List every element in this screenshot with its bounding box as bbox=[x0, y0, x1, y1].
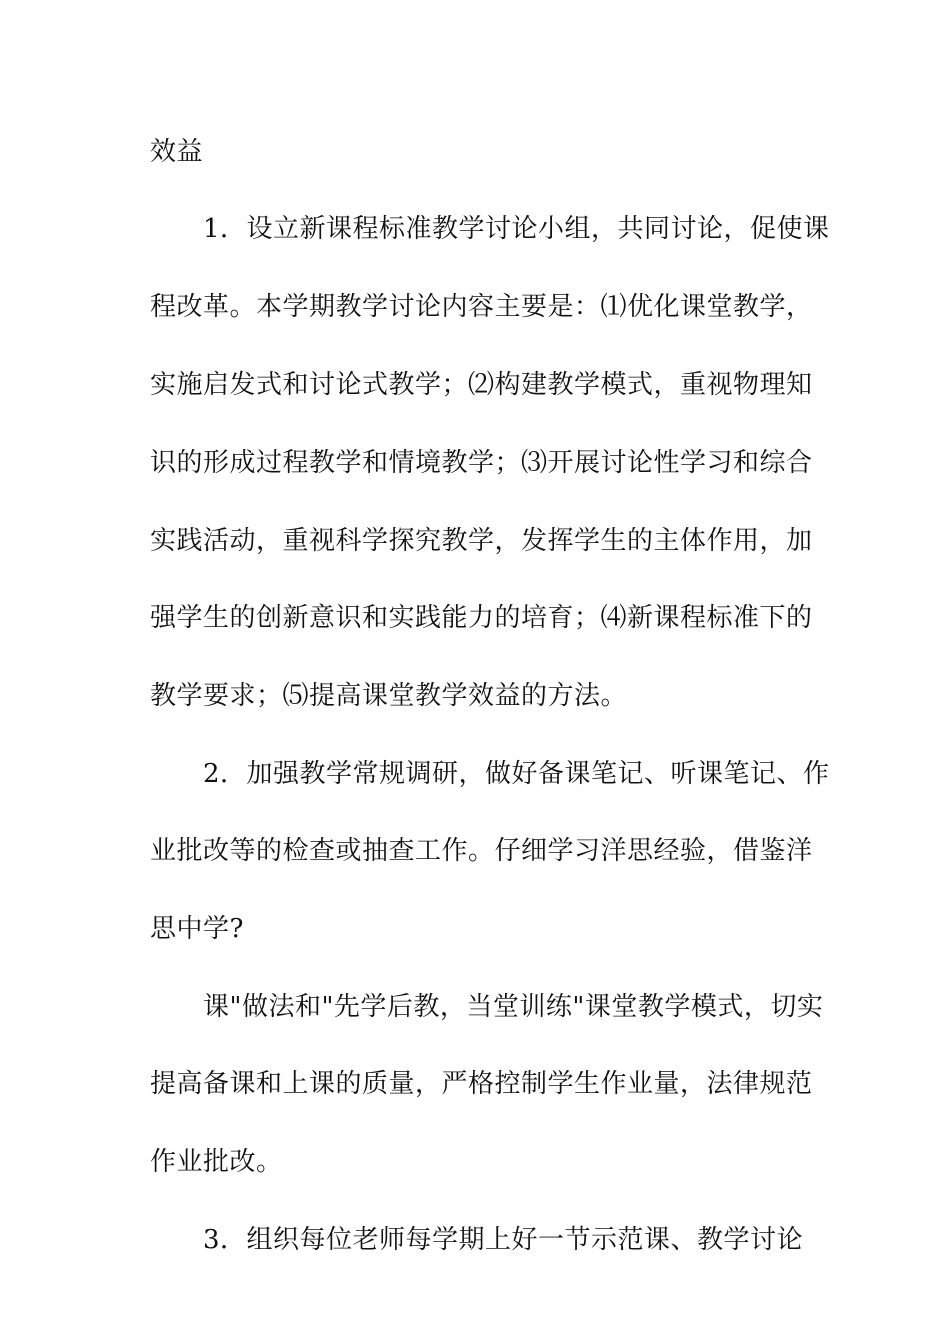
text-line-10: 业批改等的检查或抽查工作。仔细学习洋思经验，借鉴洋 bbox=[150, 836, 813, 866]
text-line-5: 识的形成过程教学和情境教学；⑶开展讨论性学习和综合 bbox=[150, 448, 813, 478]
text-line-13: 提高备课和上课的质量，严格控制学生作业量，法律规范 bbox=[150, 1069, 813, 1099]
text-line-2: 1．设立新课程标准教学讨论小组，共同讨论，促使课 bbox=[203, 214, 830, 244]
text-line-8: 教学要求；⑸提高课堂教学效益的方法。 bbox=[150, 681, 628, 711]
text-line-3: 程改革。本学期教学讨论内容主要是：⑴优化课堂教学， bbox=[150, 292, 813, 322]
text-line-14: 作业批改。 bbox=[150, 1147, 283, 1177]
text-line-1: 效益 bbox=[150, 137, 204, 167]
text-line-4: 实施启发式和讨论式教学；⑵构建教学模式，重视物理知 bbox=[150, 370, 813, 400]
text-line-9: 2．加强教学常规调研，做好备课笔记、听课笔记、作 bbox=[203, 759, 830, 789]
text-line-12: 课"做法和"先学后教，当堂训练"课堂教学模式，切实 bbox=[203, 992, 824, 1022]
text-line-15: 3．组织每位老师每学期上好一节示范课、教学讨论 bbox=[203, 1225, 804, 1255]
text-line-7: 强学生的创新意识和实践能力的培育；⑷新课程标准下的 bbox=[150, 603, 813, 633]
text-line-6: 实践活动，重视科学探究教学，发挥学生的主体作用，加 bbox=[150, 526, 813, 556]
text-line-11: 思中学? bbox=[150, 914, 244, 944]
